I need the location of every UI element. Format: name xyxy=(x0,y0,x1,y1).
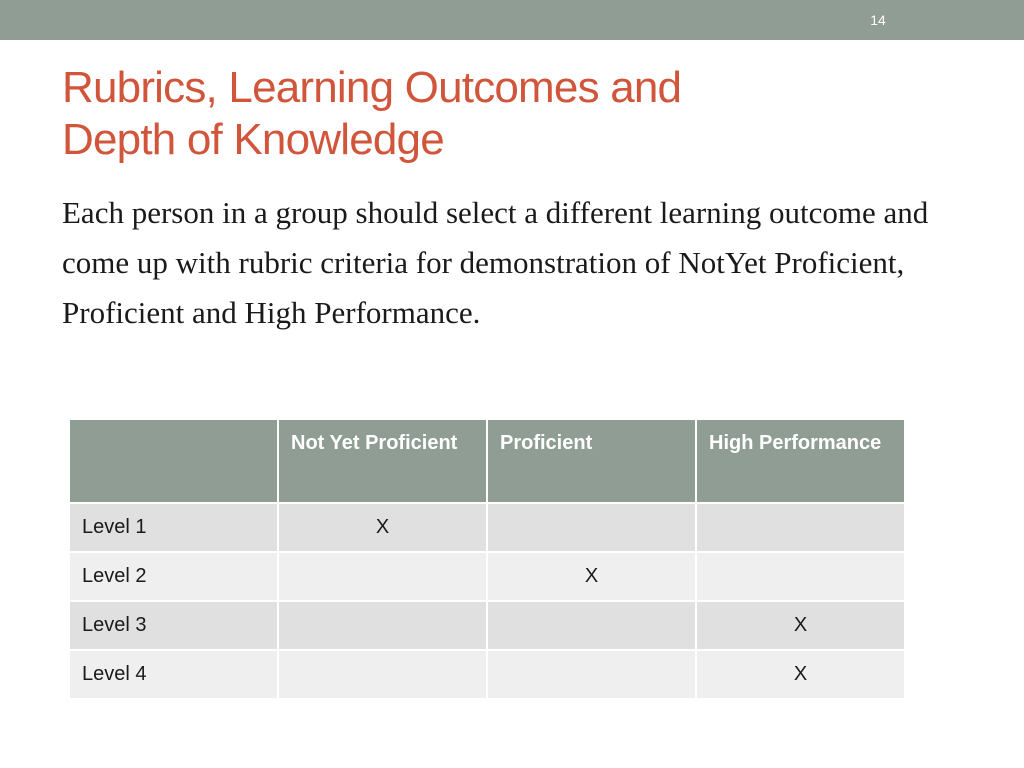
cell-not-yet-proficient xyxy=(278,601,487,650)
table-row xyxy=(69,601,905,650)
header-not-yet-proficient: Not Yet Proficient xyxy=(278,419,487,503)
cell-proficient xyxy=(487,503,696,552)
slide-title-line-2: Depth of Knowledge xyxy=(62,115,444,164)
slide-number: 14 xyxy=(870,12,886,28)
cell-proficient xyxy=(487,601,696,650)
header-proficient: Proficient xyxy=(487,419,696,503)
rubric-table xyxy=(68,418,906,700)
body-text: Each person in a group should select a different learning outcome and come up with rubric criteria for demonstration of NotYet Proficient, Proficient and High Performance. xyxy=(62,195,929,330)
table-row xyxy=(69,552,905,601)
cell-high-performance xyxy=(696,503,905,552)
slide-title xyxy=(62,62,942,166)
cell-proficient xyxy=(487,650,696,699)
cell-not-yet-proficient: X xyxy=(278,503,487,552)
cell-proficient: X xyxy=(487,552,696,601)
cell-not-yet-proficient xyxy=(278,552,487,601)
table-row xyxy=(69,650,905,699)
row-label: Level 4 xyxy=(69,650,278,699)
table-header-row xyxy=(69,419,905,503)
top-bar xyxy=(0,0,1024,40)
table-row xyxy=(69,503,905,552)
cell-high-performance: X xyxy=(696,650,905,699)
cell-not-yet-proficient xyxy=(278,650,487,699)
slide-title-line-1: Rubrics, Learning Outcomes and xyxy=(62,63,682,112)
row-label: Level 3 xyxy=(69,601,278,650)
row-label: Level 2 xyxy=(69,552,278,601)
cell-high-performance: X xyxy=(696,601,905,650)
header-high-performance: High Performance xyxy=(696,419,905,503)
header-empty-cell xyxy=(69,419,278,503)
row-label: Level 1 xyxy=(69,503,278,552)
cell-high-performance xyxy=(696,552,905,601)
